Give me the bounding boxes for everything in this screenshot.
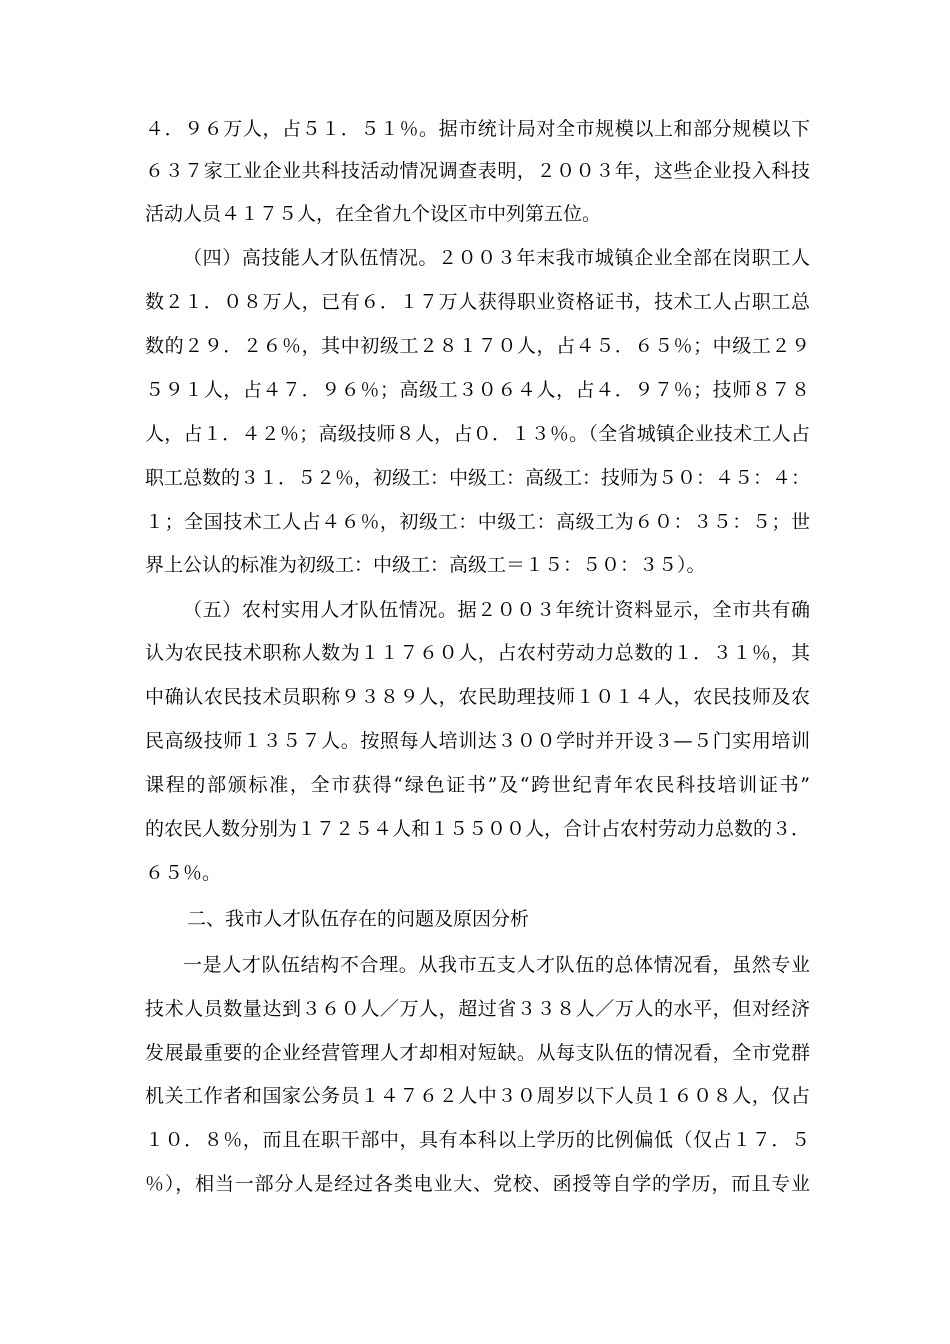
- paragraph-line: 认为农民技术职称人数为１１７６０人，占农村劳动力总数的１．３１％，其: [145, 642, 810, 664]
- paragraph-line: （五）农村实用人才队伍情况。据２００３年统计资料显示，全市共有确: [183, 599, 810, 621]
- paragraph-line: 中确认农民技术员职称９３８９人，农民助理技师１０１４人，农民技师及农: [145, 686, 810, 708]
- paragraph-line: 一是人才队伍结构不合理。从我市五支人才队伍的总体情况看，虽然专业: [183, 954, 810, 976]
- paragraph-line: （四）高技能人才队伍情况。２００３年末我市城镇企业全部在岗职工人: [183, 247, 810, 269]
- paragraph-line: １；全国技术工人占４６％，初级工：中级工：高级工为６０：３５：５；世: [145, 511, 810, 533]
- paragraph-line: 数２１．０８万人，已有６．１７万人获得职业资格证书，技术工人占职工总: [145, 291, 810, 313]
- paragraph-line: 技术人员数量达到３６０人／万人，超过省３３８人／万人的水平，但对经济: [145, 998, 810, 1020]
- section-heading: 二、我市人才队伍存在的问题及原因分析: [187, 908, 530, 930]
- paragraph-line: ４．９６万人，占５１．５１％。据市统计局对全市规模以上和部分规模以下: [145, 118, 810, 140]
- paragraph-line: 数的２９．２６％，其中初级工２８１７０人，占４５．６５％；中级工２９: [145, 335, 810, 357]
- paragraph-line: 界上公认的标准为初级工：中级工：高级工＝１５：５０：３５）。: [145, 554, 706, 576]
- paragraph-line: 人，占１．４２％；高级技师８人，占０．１３％。（全省城镇企业技术工人占: [145, 423, 810, 445]
- paragraph-line: 课程的部颁标准，全市获得“绿色证书”及“跨世纪青年农民科技培训证书”: [145, 774, 810, 796]
- paragraph-line: 的农民人数分别为１７２５４人和１５５００人，合计占农村劳动力总数的３．: [145, 818, 810, 840]
- paragraph-line: ５９１人，占４７．９６％；高级工３０６４人，占４．９７％；技师８７８: [145, 379, 810, 401]
- paragraph-line: ６３７家工业企业共科技活动情况调查表明，２００３年，这些企业投入科技: [145, 160, 810, 182]
- paragraph-line: １０．８％，而且在职干部中，具有本科以上学历的比例偏低（仅占１７．５: [145, 1129, 810, 1151]
- paragraph-line: 发展最重要的企业经营管理人才却相对短缺。从每支队伍的情况看，全市党群: [145, 1042, 810, 1064]
- paragraph-line: 职工总数的３１．５２％，初级工：中级工：高级工：技师为５０：４５：４：: [145, 467, 810, 489]
- paragraph-line: 活动人员４１７５人，在全省九个设区市中列第五位。: [145, 203, 602, 225]
- paragraph-line: 民高级技师１３５７人。按照每人培训达３００学时并开设３—５门实用培训: [145, 730, 810, 752]
- paragraph-line: ６５％。: [145, 862, 222, 884]
- paragraph-line: 机关工作者和国家公务员１４７６２人中３０周岁以下人员１６０８人，仅占: [145, 1085, 810, 1107]
- paragraph-line: ％），相当一部分人是经过各类电业大、党校、函授等自学的学历，而且专业: [145, 1173, 810, 1195]
